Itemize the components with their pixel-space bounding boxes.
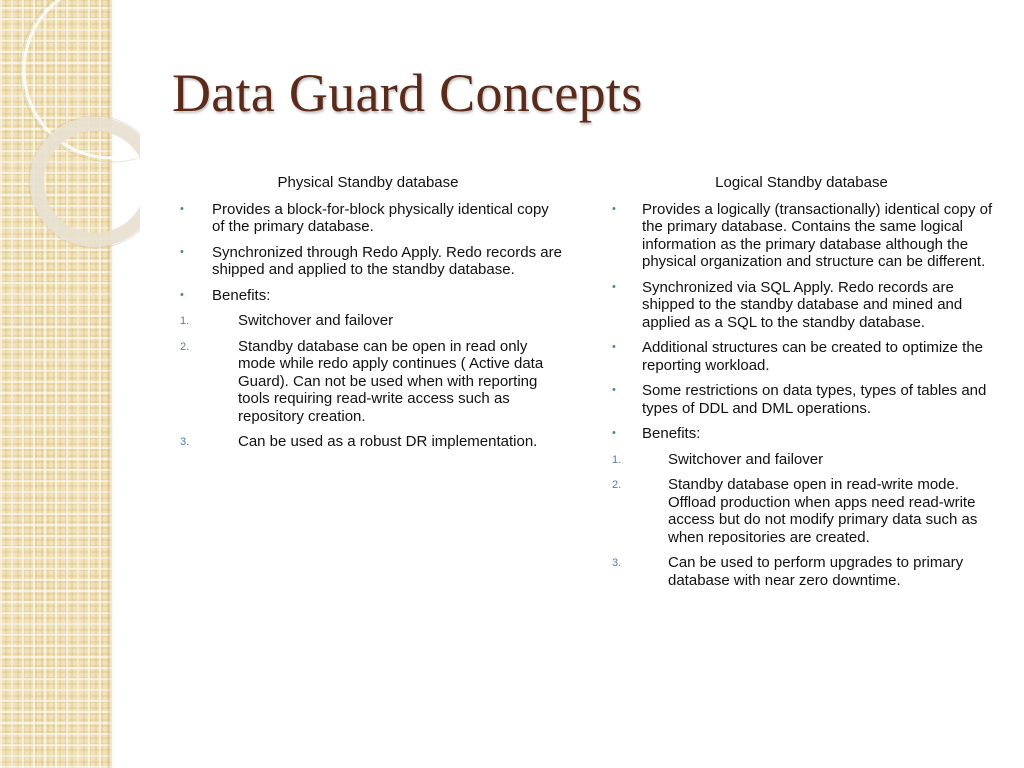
column-heading: Physical Standby database [277,174,459,191]
bullet-marker: • [612,384,616,396]
numbered-item [604,554,999,589]
list-item-text: Provides a logically (transactionally) identical copy of the primary database. Contains the same logical information as the primary database although the physical organization and structure can be different. [642,200,993,270]
logical-standby-column [604,174,999,597]
numbered-item-text: Standby database open in read-write mode. Offload production when apps need read-write access but do not modify primary data such as when repositories are created. [668,476,978,546]
list-item [604,201,999,271]
number-marker: 2. [612,479,622,491]
numbered-item [604,451,999,469]
list-item-text: Synchronized through Redo Apply. Redo records are shipped and applied to the standby database. [212,243,562,278]
list-item-text: Some restrictions on data types, types of tables and types of DDL and DML operations. [642,382,987,417]
list-item [604,339,999,374]
list-item-text: Benefits: [212,286,271,304]
decorative-circles [0,0,140,260]
bullet-marker: • [612,202,616,215]
number-marker: 3. [180,436,190,448]
bullet-marker: • [180,288,184,301]
bullet-marker: • [612,341,616,353]
numbered-item-text: Switchover and failover [238,312,394,329]
column-heading: Logical Standby database [715,174,888,191]
list-item [172,287,564,305]
list-item-text: Synchronized via SQL Apply. Redo records are shipped to the standby database and mined and applied as a SQL to the standby database. [642,278,963,331]
numbered-item [172,312,564,330]
numbered-item [172,433,564,451]
numbered-item-text: Switchover and failover [668,450,824,468]
numbered-item-text: Standby database can be open in read only mode while redo apply continues ( Active data Guard). Can not be used when with reporting tools requiring read-write access such as repository creation. [238,337,544,425]
list-item [172,244,564,279]
slide-title: Data Guard Concepts [172,63,643,123]
number-marker: 2. [180,340,190,353]
number-marker: 1. [180,315,190,327]
list-item-text: Additional structures can be created to optimize the reporting workload. [642,339,984,374]
numbered-item [172,338,564,426]
physical-standby-column [172,174,564,459]
list-item [604,279,999,332]
bullet-marker: • [180,202,184,215]
number-marker: 1. [612,453,622,466]
list-item [604,382,999,417]
list-item-text: Benefits: [642,425,701,442]
number-marker: 3. [612,557,622,569]
bullet-marker: • [180,245,184,258]
list-item [604,425,999,443]
numbered-item [604,476,999,546]
bullet-marker: • [612,280,616,293]
numbered-item-text: Can be used as a robust DR implementation. [238,433,538,450]
list-item-text: Provides a block-for-block physically identical copy of the primary database. [212,200,549,235]
bullet-marker: • [612,427,616,439]
numbered-item-text: Can be used to perform upgrades to primary database with near zero downtime. [668,554,964,589]
list-item [172,201,564,236]
